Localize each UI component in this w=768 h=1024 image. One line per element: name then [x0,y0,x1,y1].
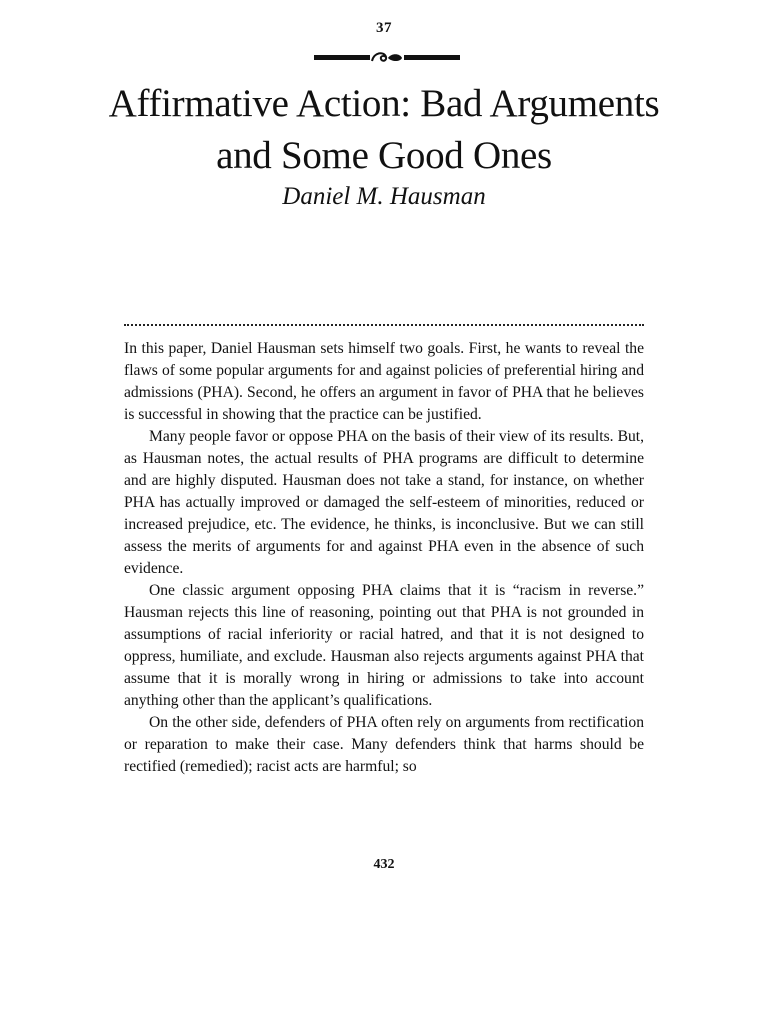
abstract-paragraph: On the other side, defenders of PHA often rely on arguments from rectification or reparation to make their case. Many defenders think that harms should be rectified (remedied); racist acts are harmful; so [124,714,644,775]
chapter-number: 37 [376,20,392,36]
article-title-line-1: Affirmative Action: Bad Arguments [108,82,660,125]
page-number: 432 [373,857,395,872]
fleuron-icon [314,49,460,65]
abstract-paragraph: Many people favor or oppose PHA on the basis of their view of its results. But, as Hausman notes, the actual results of PHA programs are difficult to determine and are highly disputed. Hausman does not take a stand, for instance, on whether PHA has actually improved or damaged the self-esteem of minorities, reduced or increased prejudice, etc. The evidence, he thinks, is inconclusive. But we can still assess the merits of arguments for and against PHA even in the absence of such evidence. [124,428,644,577]
dotted-divider [124,324,644,326]
abstract [124,338,644,778]
abstract-paragraph: In this paper, Daniel Hausman sets himself two goals. First, he wants to reveal the flaws of some popular arguments for and against policies of preferential hiring and admissions (PHA). Second, he offers an argument in favor of PHA that he believes is successful in showing that the practice can be justified. [124,340,644,423]
article-title [40,78,728,182]
abstract-paragraph: One classic argument opposing PHA claims that it is “racism in reverse.” Hausman rejects this line of reasoning, pointing out that PHA is not grounded in assumptions of racial inferiority or racial hatred, and that it is not designed to oppress, humiliate, and exclude. Hausman also rejects arguments against PHA that assume that it is morally wrong in hiring or admissions to take into account anything other than the applicant’s qualifications. [124,582,644,709]
article-title-line-2: and Some Good Ones [216,134,552,177]
author-name: Daniel M. Hausman [282,183,486,210]
